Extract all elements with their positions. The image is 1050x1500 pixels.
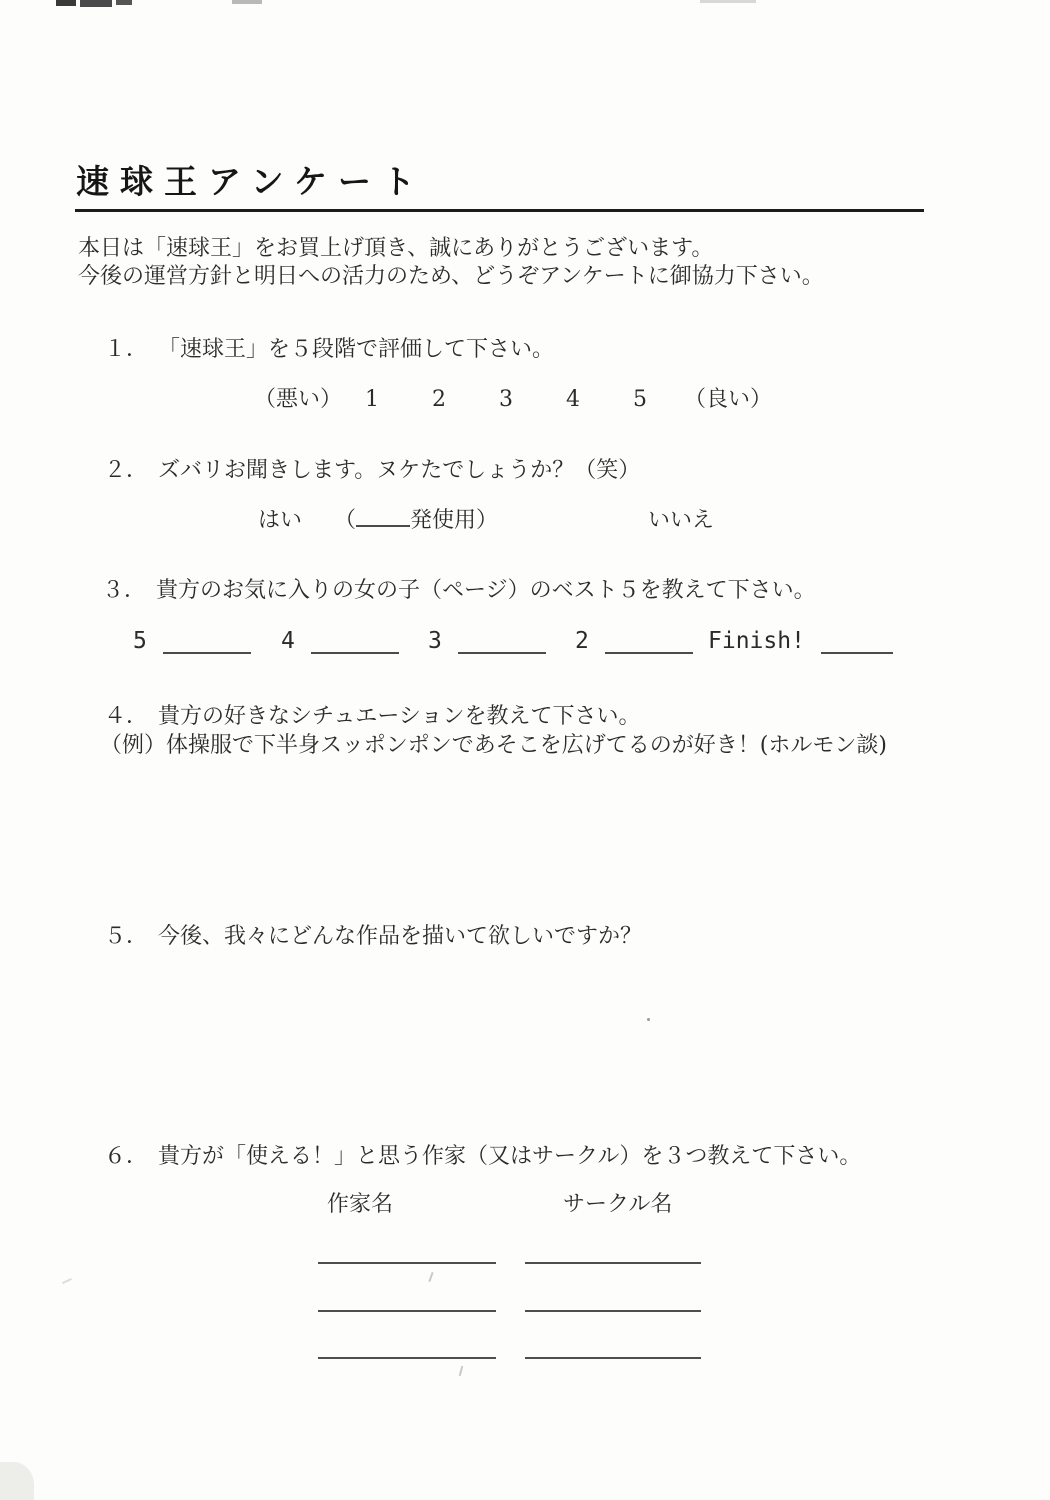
question-3 xyxy=(102,577,816,605)
rank-2-blank xyxy=(605,634,693,654)
question-3-text: 貴方のお気に入りの女の子（ページ）のベスト５を教えて下さい。 xyxy=(156,578,816,603)
rank-5-label: 5 xyxy=(133,628,147,654)
circle-line-1 xyxy=(525,1262,701,1264)
answer-yes-detail-suffix: 発使用） xyxy=(410,508,499,533)
title-divider xyxy=(75,209,924,212)
rating-option-3: 3 xyxy=(499,387,513,412)
question-5-number: ５． xyxy=(104,924,149,949)
question-2-text: ズバリお聞きします。ヌケたでしょうか？（笑） xyxy=(158,458,641,483)
pencil-mark xyxy=(428,1272,433,1282)
scan-artifact xyxy=(116,0,132,5)
circle-column-header: サークル名 xyxy=(563,1192,673,1217)
rank-3-blank xyxy=(458,634,546,654)
shots-used-blank xyxy=(356,507,410,527)
scan-artifact xyxy=(80,0,112,7)
rating-option-1: 1 xyxy=(365,387,379,412)
question-1 xyxy=(104,336,554,364)
circle-line-3 xyxy=(525,1357,701,1359)
question-6 xyxy=(104,1143,861,1171)
answer-yes-label: はい xyxy=(258,508,303,533)
author-line-1 xyxy=(318,1262,496,1264)
circle-line-2 xyxy=(525,1310,701,1312)
question-1-number: １． xyxy=(104,337,149,362)
rating-option-5: 5 xyxy=(633,387,647,412)
page-title: 速球王アンケート xyxy=(76,162,427,201)
question-5 xyxy=(104,923,642,951)
question-2-number: ２． xyxy=(104,458,149,483)
intro-line-2: 今後の運営方針と明日への活力のため、どうぞアンケートに御協力下さい。 xyxy=(78,264,824,289)
question-6-text: 貴方が「使える！」と思う作家（又はサークル）を３つ教えて下さい。 xyxy=(158,1144,862,1169)
scan-artifact xyxy=(232,0,262,4)
pencil-mark xyxy=(62,1278,72,1284)
question-4 xyxy=(104,703,640,731)
answer-yes-group xyxy=(258,507,498,535)
rank-4-label: 4 xyxy=(281,628,295,654)
question-4-text: 貴方の好きなシチュエーションを教えて下さい。 xyxy=(158,704,641,729)
rank-5-blank xyxy=(163,634,251,654)
author-column-header: 作家名 xyxy=(327,1192,394,1217)
scan-artifact xyxy=(700,0,756,3)
rank-2-label: 2 xyxy=(575,628,589,654)
rank-4-blank xyxy=(311,634,399,654)
question-2 xyxy=(104,457,640,485)
rating-option-4: 4 xyxy=(566,387,580,412)
rating-option-2: 2 xyxy=(432,387,446,412)
question-5-text: 今後、我々にどんな作品を描いて欲しいですか？ xyxy=(158,924,643,949)
question-4-number: ４． xyxy=(104,704,149,729)
question-6-number: ６． xyxy=(104,1144,149,1169)
rank-3-label: 3 xyxy=(428,628,442,654)
author-line-3 xyxy=(318,1357,496,1359)
pencil-mark xyxy=(459,1366,464,1376)
rank-finish-label: Finish! xyxy=(708,628,805,654)
rank-finish-blank xyxy=(821,634,893,654)
scan-artifact xyxy=(0,1462,34,1500)
answer-yes-detail-open: （ xyxy=(334,508,357,533)
scan-artifact xyxy=(56,0,76,6)
rating-low-label: （悪い） xyxy=(254,387,343,412)
author-line-2 xyxy=(318,1310,496,1312)
intro-line-1: 本日は「速球王」をお買上げ頂き、誠にありがとうございます。 xyxy=(78,236,714,261)
answer-no-label: いいえ xyxy=(648,508,715,533)
question-4-example: （例）体操服で下半身スッポンポンであそこを広げてるのが好き！(ホルモン談) xyxy=(100,733,887,758)
question-3-number: ３． xyxy=(102,578,147,603)
rating-high-label: （良い） xyxy=(684,387,773,412)
scan-speck xyxy=(647,1018,650,1021)
question-1-text: 「速球王」を５段階で評価して下さい。 xyxy=(158,337,555,362)
